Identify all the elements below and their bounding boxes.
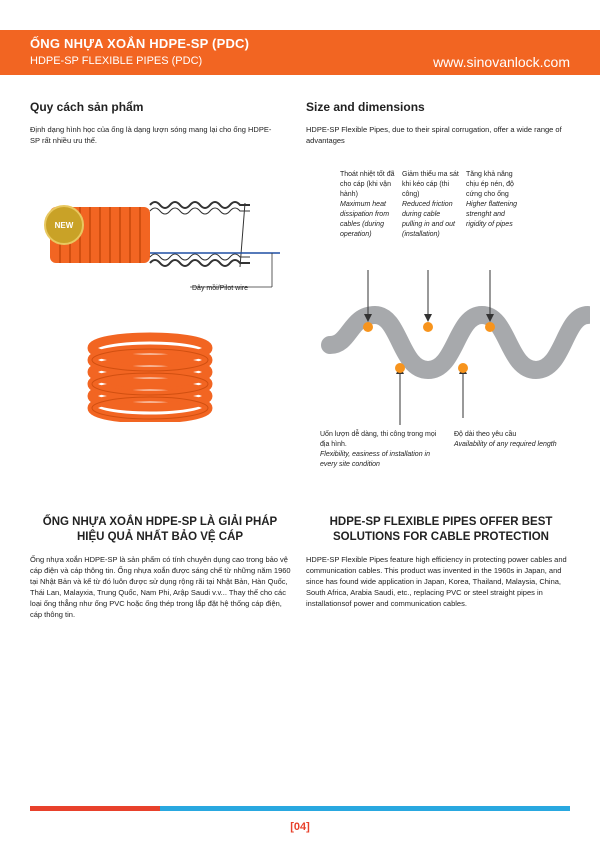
annotation-length-en: Availability of any required length [454, 441, 557, 448]
website-link[interactable]: www.sinovanlock.com [433, 54, 570, 70]
bottom-left-text: Ống nhựa xoắn HDPE-SP là sản phẩm có tính chuyên dụng cao trong bảo vệ cáp điện và cáp thông tin. Ống nhựa xoắn được sáng chế từ những năm 1960 tại Nhật Bản và kể từ đó luôn được sử dụng rộng rãi tại Nhật Bản, Hàn Quốc, Thái Lan, Malayxia, Trung Quốc, Nam Phi, Arập Saudi v.v... Thay thế cho các loại ống thẳng như ống PVC hoặc ống thép trong lắp đặt hệ thống cáp điện, cáp thông tin. [30, 555, 291, 619]
footer-line-blue [160, 806, 570, 811]
annotation-flex-en: Flexibility, easiness of installation in every site condition [320, 451, 430, 468]
annotation-length-vi: Độ dài theo yêu cầu [454, 431, 517, 438]
annotation-strength-en: Higher flattening strenght and rigidity of pipes [466, 201, 517, 228]
annotation-friction-vi: Giảm thiểu ma sát khi kéo cáp (thi công) [402, 171, 459, 198]
annotation-heat-en: Maximum heat dissipation from cables (during operation) [340, 201, 390, 238]
right-heading: Size and dimensions [306, 100, 425, 114]
page-number: [04] [290, 821, 310, 833]
annotation-length [454, 430, 584, 450]
annotation-friction-en: Reduced friction during cable pulling in and out (installation) [402, 201, 455, 238]
coiled-pipe-illustration [85, 330, 215, 422]
annotation-heat [340, 170, 395, 240]
annotation-flex [320, 430, 445, 470]
annotation-strength-vi: Tăng khả năng chịu ép nén, độ cứng cho ống [466, 171, 514, 198]
right-text: HDPE-SP Flexible Pipes, due to their spiral corrugation, offer a wide range of advantages [306, 125, 562, 145]
bottom-left-heading: ỐNG NHỰA XOẮN HDPE-SP LÀ GIẢI PHÁP HIỆU QUẢ NHẤT BẢO VỆ CÁP [42, 516, 278, 543]
bottom-right-text: HDPE-SP Flexible Pipes feature high efficiency in protecting power cables and communication cables. This product was invented in the 1960s in Japan, and since has found wide application in Japan, Korea, Thailand, Malaysia, China, South Africa, Arabia Saudi, etc., replacing PVC or steel straight pipes in installationsof power and communication cables. [306, 555, 567, 608]
annotation-flex-vi: Uốn lượn dễ dàng, thi công trong mọi địa hình. [320, 431, 437, 448]
header-banner [0, 30, 600, 75]
footer-line-red [30, 806, 160, 811]
title-vietnamese: ỐNG NHỰA XOẮN HDPE-SP (PDC) [30, 36, 250, 51]
bottom-right-heading: HDPE-SP FLEXIBLE PIPES OFFER BEST SOLUTIONS FOR CABLE PROTECTION [329, 516, 553, 543]
new-badge: NEW [44, 205, 84, 245]
annotation-heat-vi: Thoát nhiệt tốt đã cho cáp (khi vận hành) [340, 171, 395, 198]
corrugation-diagram [320, 270, 590, 430]
annotation-friction [402, 170, 460, 240]
annotation-strength [466, 170, 518, 230]
pilot-wire-label: Dây mồi/Pilot wire [192, 285, 249, 292]
title-english: HDPE-SP FLEXIBLE PIPES (PDC) [30, 55, 203, 67]
left-heading: Quy cách sản phẩm [30, 100, 144, 114]
left-text: Định dạng hình học của ống là dạng lượn sóng mang lại cho ống HDPE-SP rất nhiều ưu thế. [30, 125, 272, 145]
